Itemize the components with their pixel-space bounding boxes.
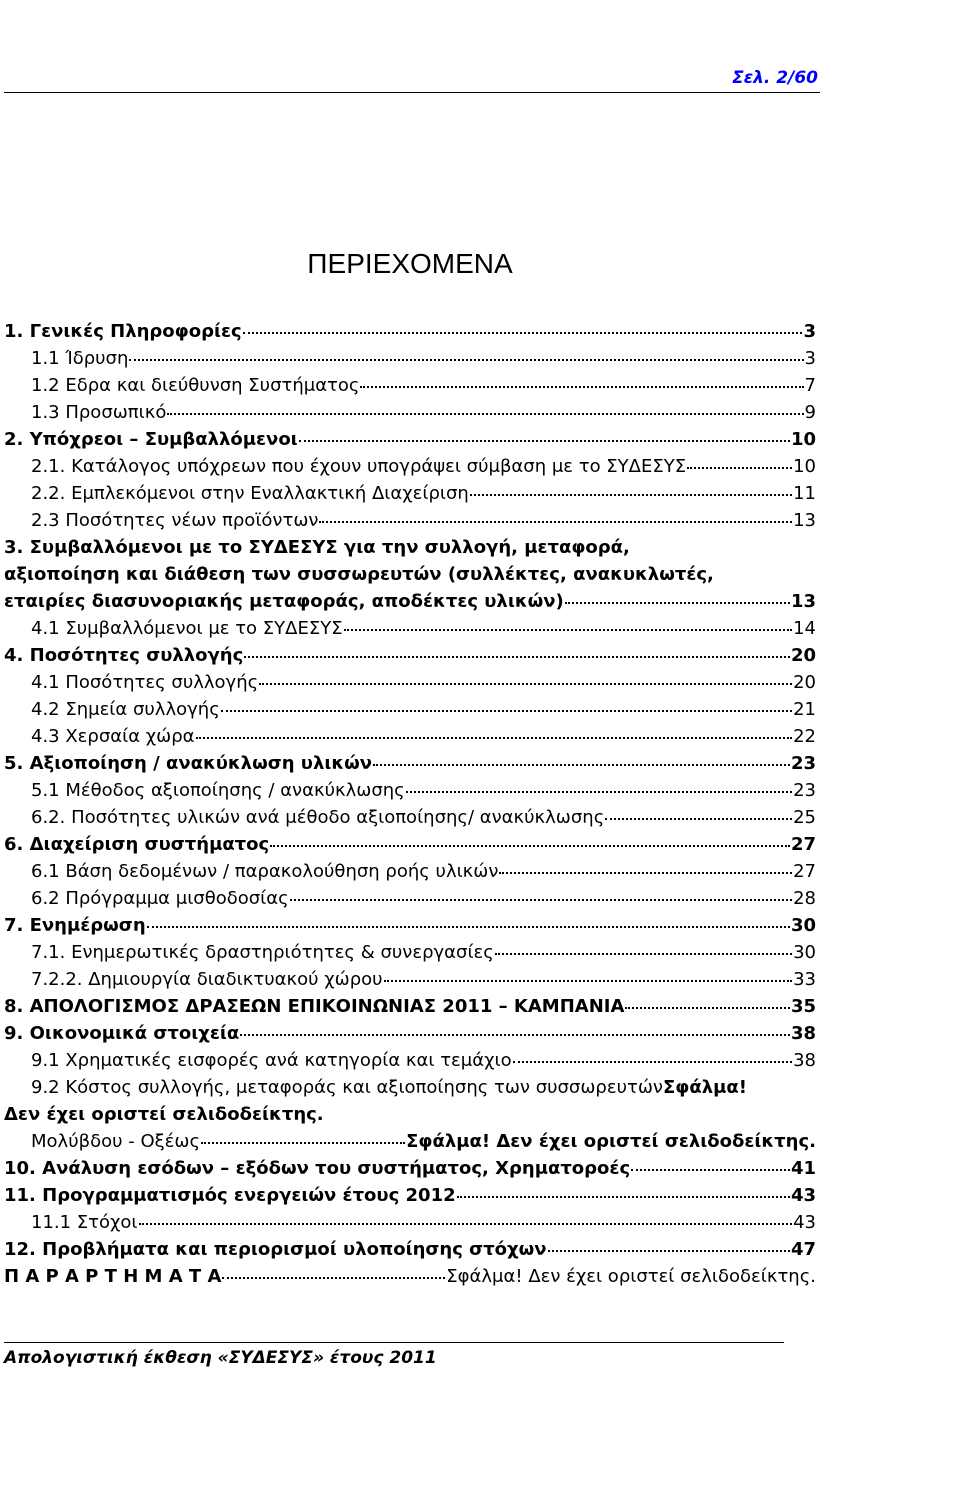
toc-entry-page: 28 [793,888,816,909]
toc-entry-text: 6.1 Βάση δεδομένων / παρακολούθηση ροής υλικών [31,861,499,882]
dot-leader [631,1169,790,1171]
toc-entry-page: 3 [803,321,816,342]
dot-leader [196,737,793,739]
toc-entry-text: 9.1 Χρηματικές εισφορές ανά κατηγορία και τεμάχιο [31,1050,512,1071]
toc-entry-text: 4.1 Συμβαλλόμενοι με το ΣΥΔΕΣΥΣ [31,618,343,639]
toc-entry-text: 4.2 Σημεία συλλογής [31,699,220,720]
dot-leader [147,926,790,928]
toc-entry-text: 1.2 Εδρα και διεύθυνση Συστήματος [31,375,360,396]
toc-entry-text: Μολύβδου - Οξέως [31,1131,201,1152]
toc-entry-9-2[interactable] [4,1074,816,1128]
toc-entry-page: 43 [790,1185,816,1206]
toc-entry-page: 10 [793,456,816,477]
toc-entry-page: 14 [793,618,816,639]
dot-leader [605,818,792,820]
toc-entry[interactable] [4,912,816,939]
dot-leader [244,656,790,658]
toc-entry-page: 27 [793,861,816,882]
toc-entry[interactable] [4,372,816,399]
toc-entry[interactable] [4,1047,816,1074]
toc-entry-3[interactable] [4,534,816,615]
toc-entry-text: 2.1. Κατάλογος υπόχρεων που έχουν υπογράψει σύμβαση με το ΣΥΔΕΣΥΣ [31,456,687,477]
toc-entry[interactable] [4,453,816,480]
toc-entry-error: Σφάλμα! Δεν έχει οριστεί σελιδοδείκτης. [406,1131,816,1152]
toc-entry[interactable] [4,669,816,696]
toc-entry-text: 5.1 Μέθοδος αξιοποίησης / ανακύκλωσης [31,780,405,801]
toc-entry[interactable] [4,318,816,345]
toc-entry-page: 9 [804,402,816,423]
toc-entry-lead[interactable] [4,1128,816,1155]
toc-entry-text: 4.1 Ποσότητες συλλογής [31,672,259,693]
toc-entry[interactable] [4,1236,816,1263]
dot-leader [548,1250,790,1252]
toc-entry[interactable] [4,696,816,723]
toc-entry[interactable] [4,345,816,372]
toc-entry-appendix[interactable] [4,1263,816,1290]
toc-entry-page: 21 [793,699,816,720]
toc-entry-page: 10 [790,429,816,450]
toc-entry-text: 2. Υπόχρεοι – Συμβαλλόμενοι [4,429,298,450]
toc-entry-error: Σφάλμα! Δεν έχει οριστεί σελιδοδείκτης. [446,1266,816,1287]
toc-title: ΠΕΡΙΕΧΟΜΕΝΑ [307,248,513,279]
toc-entry-text: 1. Γενικές Πληροφορίες [4,321,242,342]
toc-entry[interactable] [4,939,816,966]
toc-entry-page: 38 [790,1023,816,1044]
dot-leader [299,440,790,442]
toc-entry[interactable] [4,1182,816,1209]
dot-leader [201,1142,405,1144]
toc-entry-text: 9.2 Κόστος συλλογής, μεταφοράς και αξιοποίησης των συσσωρευτών [31,1077,663,1098]
toc-entry[interactable] [4,1155,816,1182]
toc-entry-text: 6.2. Ποσότητες υλικών ανά μέθοδο αξιοποίησης/ ανακύκλωσης [31,807,605,828]
dot-leader [344,629,793,631]
toc-entry-text: 2.3 Ποσότητες νέων προϊόντων [31,510,319,531]
dot-leader [565,602,790,604]
toc-entry-text: 2.2. Εμπλεκόμενοι στην Εναλλακτική Διαχείριση [31,483,469,504]
footer-text: Απολογιστική έκθεση «ΣΥΔΕΣΥΣ» έτους 2011 [4,1348,437,1368]
toc-entry-text: 6. Διαχείριση συστήματος [4,834,270,855]
dot-leader [222,1277,445,1279]
toc-entry-text: 1.3 Προσωπικό [31,402,167,423]
dot-leader [406,791,792,793]
toc-entry[interactable] [4,966,816,993]
toc-entry-text: 12. Προβλήματα και περιορισμοί υλοποίησης στόχων [4,1239,547,1260]
dot-leader [243,332,803,334]
toc-entry-page: 22 [793,726,816,747]
dot-leader [373,764,790,766]
toc-entry-text: 11. Προγραμματισμός ενεργειών έτους 2012 [4,1185,456,1206]
dot-leader [270,845,790,847]
page-number: Σελ. 2/60 [732,68,818,88]
toc-entry[interactable] [4,777,816,804]
dot-leader [129,359,803,361]
toc-entry[interactable] [4,615,816,642]
dot-leader [259,683,792,685]
toc-entry-text: εταιρίες διασυνοριακής μεταφοράς, αποδέκτες υλικών) [4,591,564,612]
toc-entry[interactable] [4,885,816,912]
toc-entry-page: 11 [793,483,816,504]
toc-entry-page: 13 [793,510,816,531]
toc-entry-text: 1.1 Ίδρυση [31,348,129,369]
dot-leader [457,1196,790,1198]
toc-entry[interactable] [4,858,816,885]
toc-entry-page: 43 [793,1212,816,1233]
dot-leader [384,980,793,982]
toc-entry-page: 25 [793,807,816,828]
dot-leader [513,1061,792,1063]
toc-entry-page: 35 [790,996,816,1017]
toc-entry-text: 7.1. Ενημερωτικές δραστηριότητες & συνεργασίες [31,942,494,963]
toc-entry-text: 4.3 Χερσαία χώρα [31,726,195,747]
dot-leader [139,1223,793,1225]
header-rule [4,92,820,93]
toc-entry-text: 5. Αξιοποίηση / ανακύκλωση υλικών [4,753,373,774]
toc-entry[interactable] [4,804,816,831]
toc-entry-text: 6.2 Πρόγραμμα μισθοδοσίας [31,888,289,909]
toc-entry[interactable] [4,831,816,858]
toc-entry[interactable] [4,399,816,426]
toc-entry-text: 8. ΑΠΟΛΟΓΙΣΜΟΣ ΔΡΑΣΕΩΝ ΕΠΙΚΟΙΝΩΝΙΑΣ 2011 – ΚΑΜΠΑΝΙΑ [4,996,625,1017]
toc-entry-error: Σφάλμα! [662,1077,747,1098]
toc-entry-page: 27 [790,834,816,855]
toc-entry-page: 30 [793,942,816,963]
toc-entry-page: 47 [790,1239,816,1260]
toc-entry-page: 38 [793,1050,816,1071]
toc-entry-text: 9. Οικονομικά στοιχεία [4,1023,240,1044]
dot-leader [240,1034,790,1036]
toc-entry-page: 20 [790,645,816,666]
footer-rule [4,1342,784,1343]
toc-entry-text: Π Α Ρ Α Ρ Τ Η Μ Α Τ Α [4,1266,222,1287]
toc-entry[interactable] [4,642,816,669]
toc-entry[interactable] [4,1020,816,1047]
dot-leader [319,521,792,523]
toc-entry-text: 7. Ενημέρωση [4,915,146,936]
toc-entry-text: 3. Συμβαλλόμενοι με το ΣΥΔΕΣΥΣ για την συλλογή, μεταφορά, [4,537,630,558]
toc-entry[interactable] [4,480,816,507]
toc-entry[interactable] [4,1209,816,1236]
dot-leader [167,413,803,415]
dot-leader [499,872,792,874]
toc-entry-page: 3 [804,348,816,369]
toc-entry-page: 23 [790,753,816,774]
dot-leader [360,386,803,388]
toc-entry-text: 11.1 Στόχοι [31,1212,138,1233]
dot-leader [687,467,792,469]
dot-leader [470,494,792,496]
toc-entry-page: 23 [793,780,816,801]
toc-entry-page: 30 [790,915,816,936]
toc-entry-text: αξιοποίηση και διάθεση των συσσωρευτών (συλλέκτες, ανακυκλωτές, [4,564,714,585]
dot-leader [290,899,792,901]
toc-entry-page: 13 [790,591,816,612]
toc-entry[interactable] [4,723,816,750]
table-of-contents [4,318,816,1290]
toc-entry-page: 20 [793,672,816,693]
dot-leader [625,1007,790,1009]
toc-entry-page: 7 [804,375,816,396]
dot-leader [221,710,792,712]
toc-entry-page: 41 [790,1158,816,1179]
toc-entry-page: 33 [793,969,816,990]
toc-entry-text: 4. Ποσότητες συλλογής [4,645,244,666]
toc-entry[interactable] [4,750,816,777]
toc-entry[interactable] [4,507,816,534]
dot-leader [495,953,792,955]
toc-entry[interactable] [4,426,816,453]
toc-entry-text: 7.2.2. Δημιουργία διαδικτυακού χώρου [31,969,383,990]
toc-entry-text: 10. Ανάλυση εσόδων – εξόδων του συστήματος, Χρηματοροές [4,1158,631,1179]
toc-entry[interactable] [4,993,816,1020]
toc-entry-error: Δεν έχει οριστεί σελιδοδείκτης. [4,1104,324,1125]
